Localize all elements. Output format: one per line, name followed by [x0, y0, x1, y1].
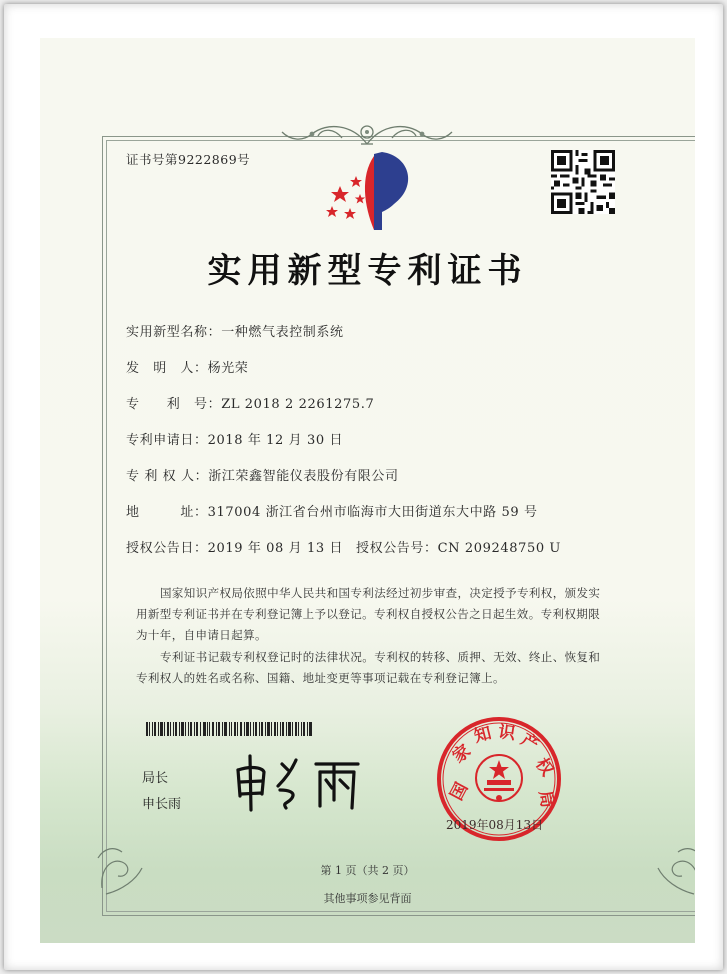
field-owner-value: 浙江荣鑫智能仪表股份有限公司 [208, 469, 399, 484]
field-address-value: 317004 浙江省台州市临海市大田街道东大中路 59 号 [207, 505, 538, 520]
patent-office-logo-icon [320, 146, 420, 236]
field-patent-value: ZL 2018 2 2261275.7 [221, 397, 375, 412]
svg-text:局: 局 [534, 789, 558, 810]
field-inventor-label: 发 明 人： [126, 361, 208, 376]
seal-date: 2019年08月13日 [446, 818, 544, 832]
svg-text:知: 知 [472, 723, 494, 747]
field-grant-date-value: 2019 年 08 月 13 日 [207, 541, 344, 556]
qr-code-icon [551, 150, 615, 214]
field-apply-date-row [126, 429, 343, 448]
field-address-label: 地 址： [126, 505, 208, 520]
body-paragraph-2: 专利证书记载专利权登记时的法律状况。专利权的转移、质押、无效、终止、恢复和专利权人的姓名或名称、国籍、地址变更等事项记载在专利登记簿上。 [136, 650, 601, 685]
page-number: 第 1 页（共 2 页） [320, 864, 415, 877]
certificate-frame [4, 4, 723, 970]
svg-text:权: 权 [531, 754, 558, 780]
field-inventor-value: 杨光荣 [207, 361, 249, 376]
svg-text:家: 家 [449, 740, 475, 768]
field-grant-no-row [356, 537, 561, 556]
svg-text:识: 识 [496, 721, 517, 745]
field-patent-label: 专 利 号： [126, 397, 222, 412]
certificate-title: 实用新型专利证书 [207, 251, 528, 291]
bottom-right-ornament-icon [638, 818, 695, 898]
field-grant-no-label: 授权公告号： [356, 541, 438, 556]
barcode-icon [146, 722, 312, 736]
bottom-left-ornament-icon [92, 818, 162, 898]
svg-text:国: 国 [446, 779, 473, 804]
body-paragraph-1: 国家知识产权局依照中华人民共和国专利法经过初步审查，决定授予专利权，颁发实用新型专利证书并在专利登记簿上予以登记。专利权自授权公告之日起生效。专利权期限为十年，自申请日起算。 [136, 586, 601, 642]
field-grant-date-row [126, 537, 343, 556]
field-name-row [126, 321, 344, 340]
field-name-value: 一种燃气表控制系统 [221, 325, 344, 340]
field-apply-date-label: 专利申请日： [126, 433, 208, 448]
svg-text:产: 产 [517, 729, 543, 756]
signature-role: 局长 [142, 771, 169, 786]
field-address-row [126, 501, 538, 520]
certificate-number: 证书号第9222869号 [126, 152, 251, 167]
signature-name: 申长雨 [142, 797, 182, 812]
field-inventor-row [126, 357, 248, 376]
field-grant-no-value: CN 209248750 U [437, 541, 561, 556]
field-name-label: 实用新型名称： [126, 325, 222, 340]
certificate-paper [40, 38, 695, 943]
handwritten-signature-icon [230, 750, 370, 816]
field-apply-date-value: 2018 年 12 月 30 日 [207, 433, 344, 448]
field-patent-row [126, 393, 374, 412]
field-owner-label: 专 利 权 人： [126, 469, 209, 484]
field-owner-row [126, 465, 399, 484]
field-grant-date-label: 授权公告日： [126, 541, 208, 556]
more-note: 其他事项参见背面 [323, 892, 412, 905]
